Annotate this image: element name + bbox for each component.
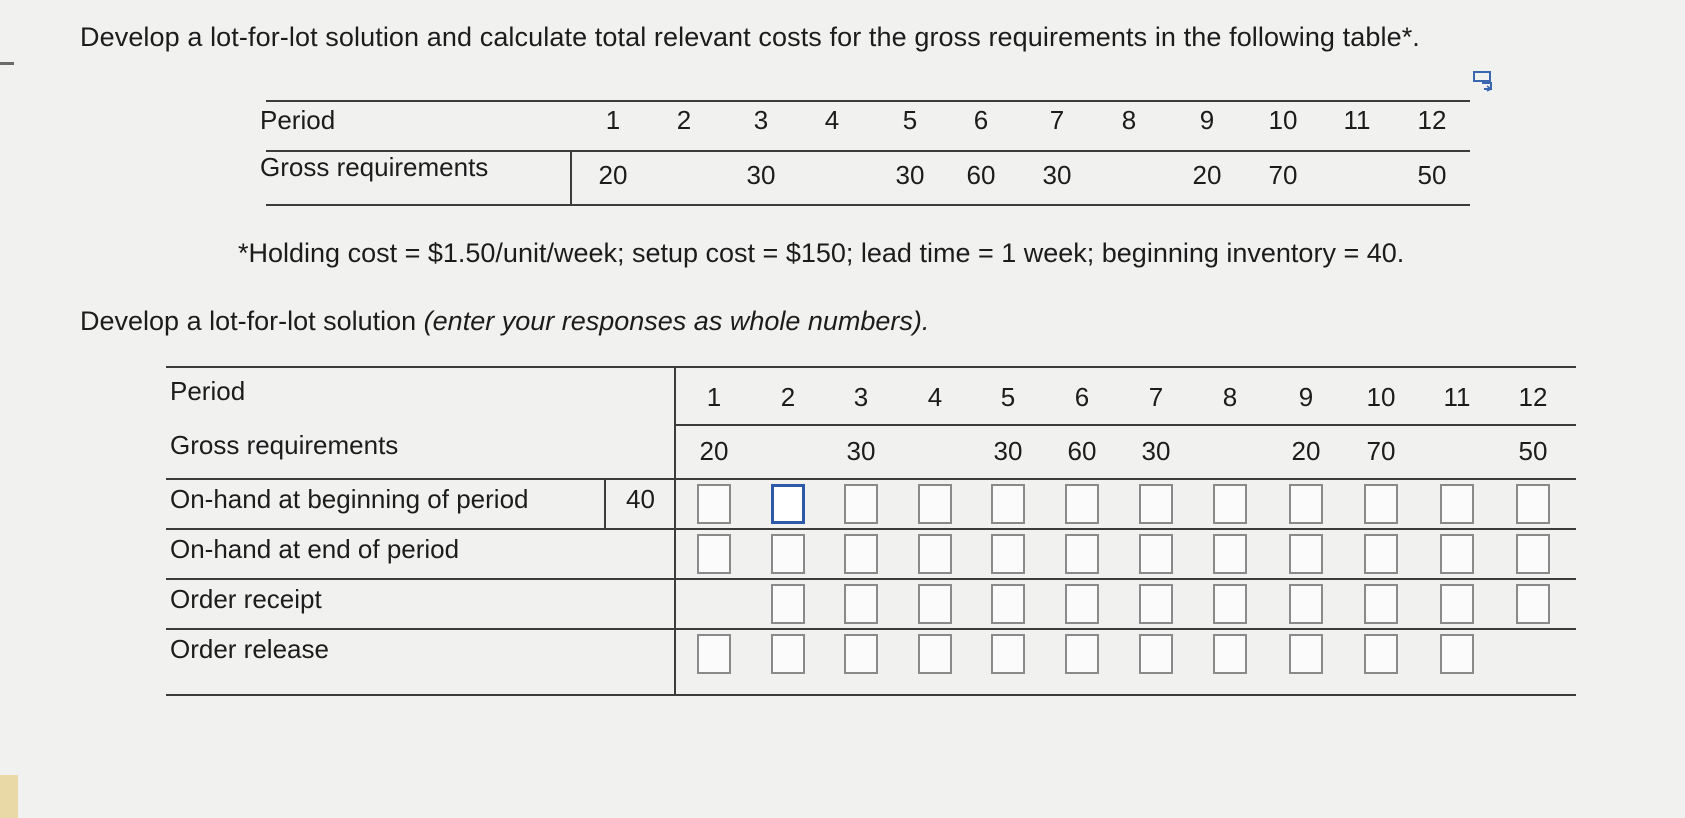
period-number: 1 [605,105,621,135]
period-number: 12 [1417,105,1447,135]
period-number: 11 [1443,382,1471,412]
period-number: 1 [706,382,722,412]
order-release-input[interactable] [1213,634,1247,674]
order-receipt-input[interactable] [918,584,952,624]
on-hand-end-input[interactable] [1065,534,1099,574]
period-number: 9 [1199,105,1215,135]
on-hand-beginning-input[interactable] [771,484,805,524]
gross-requirement-value: 30 [846,436,876,466]
table-divider [604,478,606,528]
period-number: 2 [780,382,796,412]
on-hand-beginning-input[interactable] [1213,484,1247,524]
period-number: 3 [753,105,769,135]
period-number: 7 [1049,105,1065,135]
table-rule [266,100,1470,102]
left-edge-accent [0,775,18,818]
on-hand-end-input[interactable] [991,534,1025,574]
period-number: 11 [1343,105,1371,135]
gross-requirement-value: 50 [1417,160,1447,190]
gross-requirement-value: 30 [993,436,1023,466]
on-hand-end-input[interactable] [1516,534,1550,574]
on-hand-beginning-input[interactable] [1364,484,1398,524]
order-release-input[interactable] [697,634,731,674]
period-label: Period [170,376,246,406]
on-hand-beginning-input[interactable] [1289,484,1323,524]
period-number: 9 [1298,382,1314,412]
period-number: 10 [1268,105,1298,135]
order-release-input[interactable] [1289,634,1323,674]
order-receipt-input[interactable] [1139,584,1173,624]
order-release-input[interactable] [1440,634,1474,674]
gross-requirement-value: 60 [1067,436,1097,466]
order-receipt-input[interactable] [844,584,878,624]
question-heading: Develop a lot-for-lot solution and calculate total relevant costs for the gross requirements in the following table*. [80,22,1420,52]
on-hand-beginning-input[interactable] [1516,484,1550,524]
period-number: 12 [1518,382,1548,412]
order-receipt-input[interactable] [991,584,1025,624]
on-hand-end-input[interactable] [697,534,731,574]
on-hand-end-input[interactable] [1364,534,1398,574]
table-divider [674,366,676,696]
on-hand-end-input[interactable] [918,534,952,574]
instruction-text [80,306,929,337]
period-number: 4 [824,105,840,135]
gross-requirements-label: Gross requirements [170,430,399,460]
on-hand-beginning-label: On-hand at beginning of period [170,484,529,514]
period-number: 6 [1074,382,1090,412]
period-number: 2 [676,105,692,135]
on-hand-end-input[interactable] [771,534,805,574]
on-hand-beginning-input[interactable] [1440,484,1474,524]
gross-requirement-value: 50 [1518,436,1548,466]
table-rule [266,204,1470,206]
order-receipt-input[interactable] [1213,584,1247,624]
order-release-input[interactable] [1139,634,1173,674]
gross-requirements-header: Gross requirements [260,152,489,182]
order-receipt-input[interactable] [1364,584,1398,624]
gross-requirement-value: 30 [1141,436,1171,466]
period-number: 6 [973,105,989,135]
table-rule [166,694,1576,696]
period-number: 3 [853,382,869,412]
expand-table-icon[interactable] [1471,70,1495,92]
on-hand-end-input[interactable] [1213,534,1247,574]
table-rule [166,478,1576,480]
cost-note: *Holding cost = $1.50/unit/week; setup cost = $150; lead time = 1 week; beginning inventory = 40. [238,238,1405,268]
order-release-input[interactable] [771,634,805,674]
table-rule [166,578,1576,580]
gross-requirement-value: 70 [1366,436,1396,466]
table-rule [166,628,1576,630]
on-hand-end-input[interactable] [1440,534,1474,574]
on-hand-end-label: On-hand at end of period [170,534,460,564]
order-receipt-input[interactable] [1065,584,1099,624]
on-hand-beginning-input[interactable] [918,484,952,524]
gross-requirement-value: 20 [1192,160,1222,190]
order-receipt-input[interactable] [1289,584,1323,624]
gross-requirement-value: 20 [699,436,729,466]
period-number: 4 [927,382,943,412]
gross-requirement-value: 60 [966,160,996,190]
table-divider [570,152,572,204]
gross-requirement-value: 30 [1042,160,1072,190]
table-rule [166,528,1576,530]
order-release-label: Order release [170,634,329,664]
on-hand-beginning-input[interactable] [991,484,1025,524]
order-receipt-input[interactable] [1440,584,1474,624]
lot-for-lot-table [166,366,1576,696]
order-release-input[interactable] [1065,634,1099,674]
on-hand-beginning-input[interactable] [1065,484,1099,524]
gross-requirement-value: 20 [598,160,628,190]
gross-requirement-value: 30 [746,160,776,190]
period-number: 10 [1366,382,1396,412]
period-number: 7 [1148,382,1164,412]
instruction-prefix: Develop a lot-for-lot solution [80,306,424,336]
order-release-input[interactable] [1364,634,1398,674]
order-receipt-input[interactable] [1516,584,1550,624]
gross-requirements-table [260,100,1470,206]
on-hand-beginning-input[interactable] [844,484,878,524]
period-number: 8 [1121,105,1137,135]
order-release-input[interactable] [844,634,878,674]
order-receipt-label: Order receipt [170,584,322,614]
on-hand-end-input[interactable] [1289,534,1323,574]
period-number: 8 [1222,382,1238,412]
beginning-inventory-value: 40 [626,484,655,514]
on-hand-beginning-input[interactable] [1139,484,1173,524]
on-hand-beginning-input[interactable] [697,484,731,524]
instruction-italic: (enter your responses as whole numbers). [423,306,930,336]
table-rule [166,366,1576,368]
order-release-input[interactable] [918,634,952,674]
order-receipt-input[interactable] [771,584,805,624]
period-header: Period [260,105,336,135]
left-edge-mark [0,62,14,65]
gross-requirement-value: 20 [1291,436,1321,466]
on-hand-end-input[interactable] [844,534,878,574]
gross-requirement-value: 30 [895,160,925,190]
table-rule [676,424,1576,426]
order-release-input[interactable] [991,634,1025,674]
period-number: 5 [1000,382,1016,412]
gross-requirement-value: 70 [1268,160,1298,190]
on-hand-end-input[interactable] [1139,534,1173,574]
period-number: 5 [902,105,918,135]
